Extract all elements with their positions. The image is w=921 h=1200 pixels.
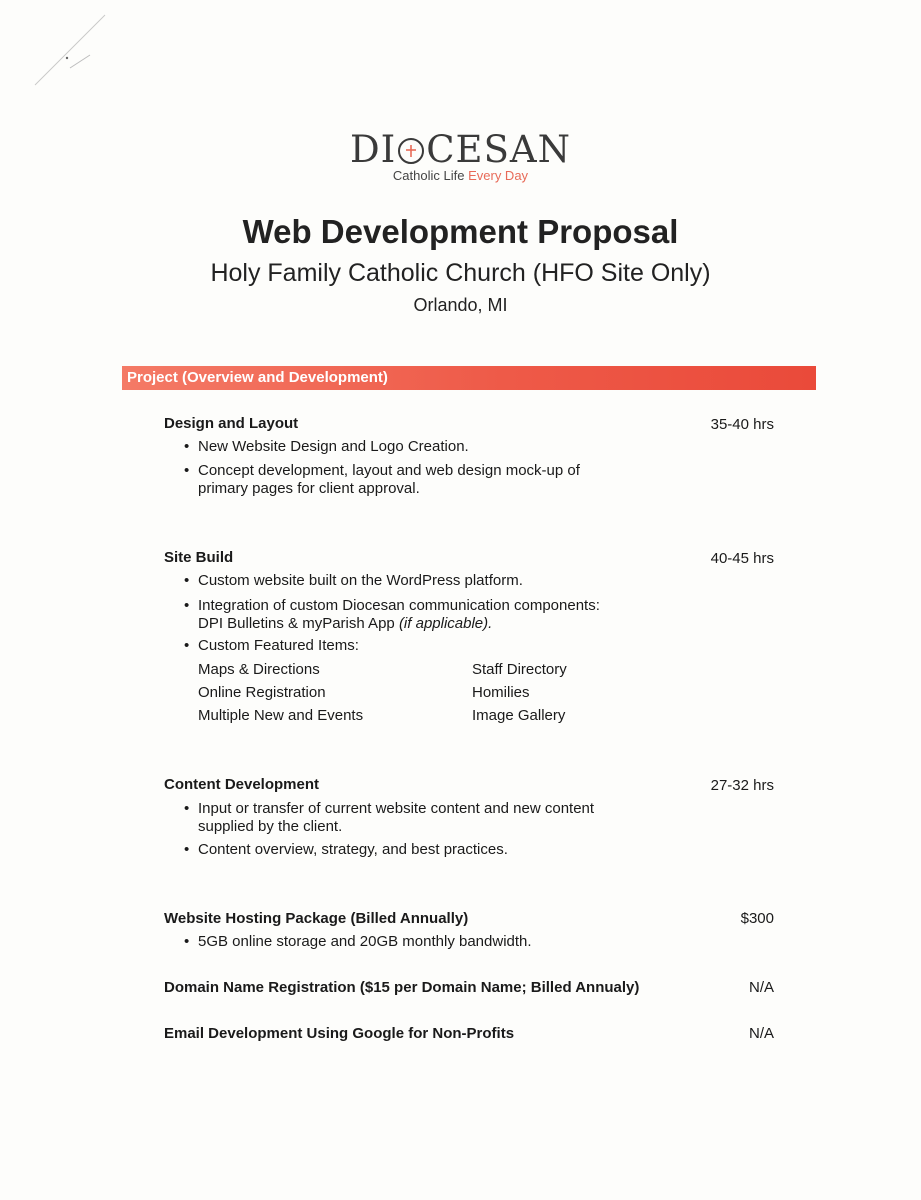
feature-item: Maps & Directions	[198, 661, 320, 678]
section-header-bar	[122, 366, 816, 390]
email-development-price: N/A	[748, 1025, 774, 1042]
content-development-hours: 27-32 hrs	[710, 777, 774, 794]
hosting-package-price: $300	[740, 910, 774, 927]
tagline-plain: Catholic Life	[392, 168, 465, 183]
bullet-icon: •	[184, 800, 190, 817]
bullet-icon: •	[184, 933, 190, 950]
if-applicable-note: (if applicable).	[398, 615, 493, 632]
list-item: • Custom website built on the WordPress platform.	[184, 572, 523, 589]
feature-item: Staff Directory	[472, 661, 567, 678]
section-header-label: Project (Overview and Development)	[127, 369, 388, 386]
hosting-package-heading: Website Hosting Package (Billed Annually)	[164, 910, 469, 927]
domain-registration-price: N/A	[748, 979, 774, 996]
list-item: • Input or transfer of current website content and new content supplied by the client.	[184, 800, 595, 835]
list-item: • Concept development, layout and web design mock-up of primary pages for client approval.	[184, 462, 580, 497]
site-build-heading: Site Build	[164, 549, 234, 566]
bullet-icon: •	[184, 597, 190, 614]
feature-item: Image Gallery	[472, 707, 566, 724]
design-layout-hours: 35-40 hrs	[710, 416, 774, 433]
scan-artifact-mark	[30, 10, 120, 90]
bullet-icon: •	[184, 462, 190, 479]
logo-tagline	[0, 168, 921, 183]
bullet-icon: •	[184, 637, 190, 654]
content-development-heading: Content Development	[164, 776, 320, 793]
email-development-heading: Email Development Using Google for Non-Profits	[164, 1025, 515, 1042]
feature-item: Homilies	[472, 684, 530, 701]
logo-word-end: CESAN	[426, 128, 572, 171]
list-item: • 5GB online storage and 20GB monthly bandwidth.	[184, 933, 532, 950]
client-location: Orlando, MI	[413, 295, 508, 315]
list-item: • Content overview, strategy, and best practices.	[184, 841, 508, 858]
bullet-icon: •	[184, 841, 190, 858]
feature-item: Multiple New and Events	[198, 707, 364, 724]
design-layout-heading: Design and Layout	[164, 415, 299, 432]
list-item: • Custom Featured Items:	[184, 637, 359, 654]
list-item: • New Website Design and Logo Creation.	[184, 438, 469, 455]
client-name: Holy Family Catholic Church (HFO Site Only)	[210, 259, 711, 287]
site-build-hours: 40-45 hrs	[710, 550, 774, 567]
tagline-accent: Every Day	[468, 168, 529, 183]
list-item: • Integration of custom Diocesan communication components: DPI Bulletins & myParish App (if applicable).	[184, 597, 600, 632]
domain-registration-heading: Domain Name Registration ($15 per Domain Name; Billed Annualy)	[164, 979, 640, 996]
logo-word-start: DI	[349, 128, 397, 171]
bullet-icon: •	[184, 438, 190, 455]
bullet-icon: •	[184, 572, 190, 589]
proposal-title: Web Development Proposal	[242, 213, 679, 250]
feature-item: Online Registration	[198, 684, 326, 701]
